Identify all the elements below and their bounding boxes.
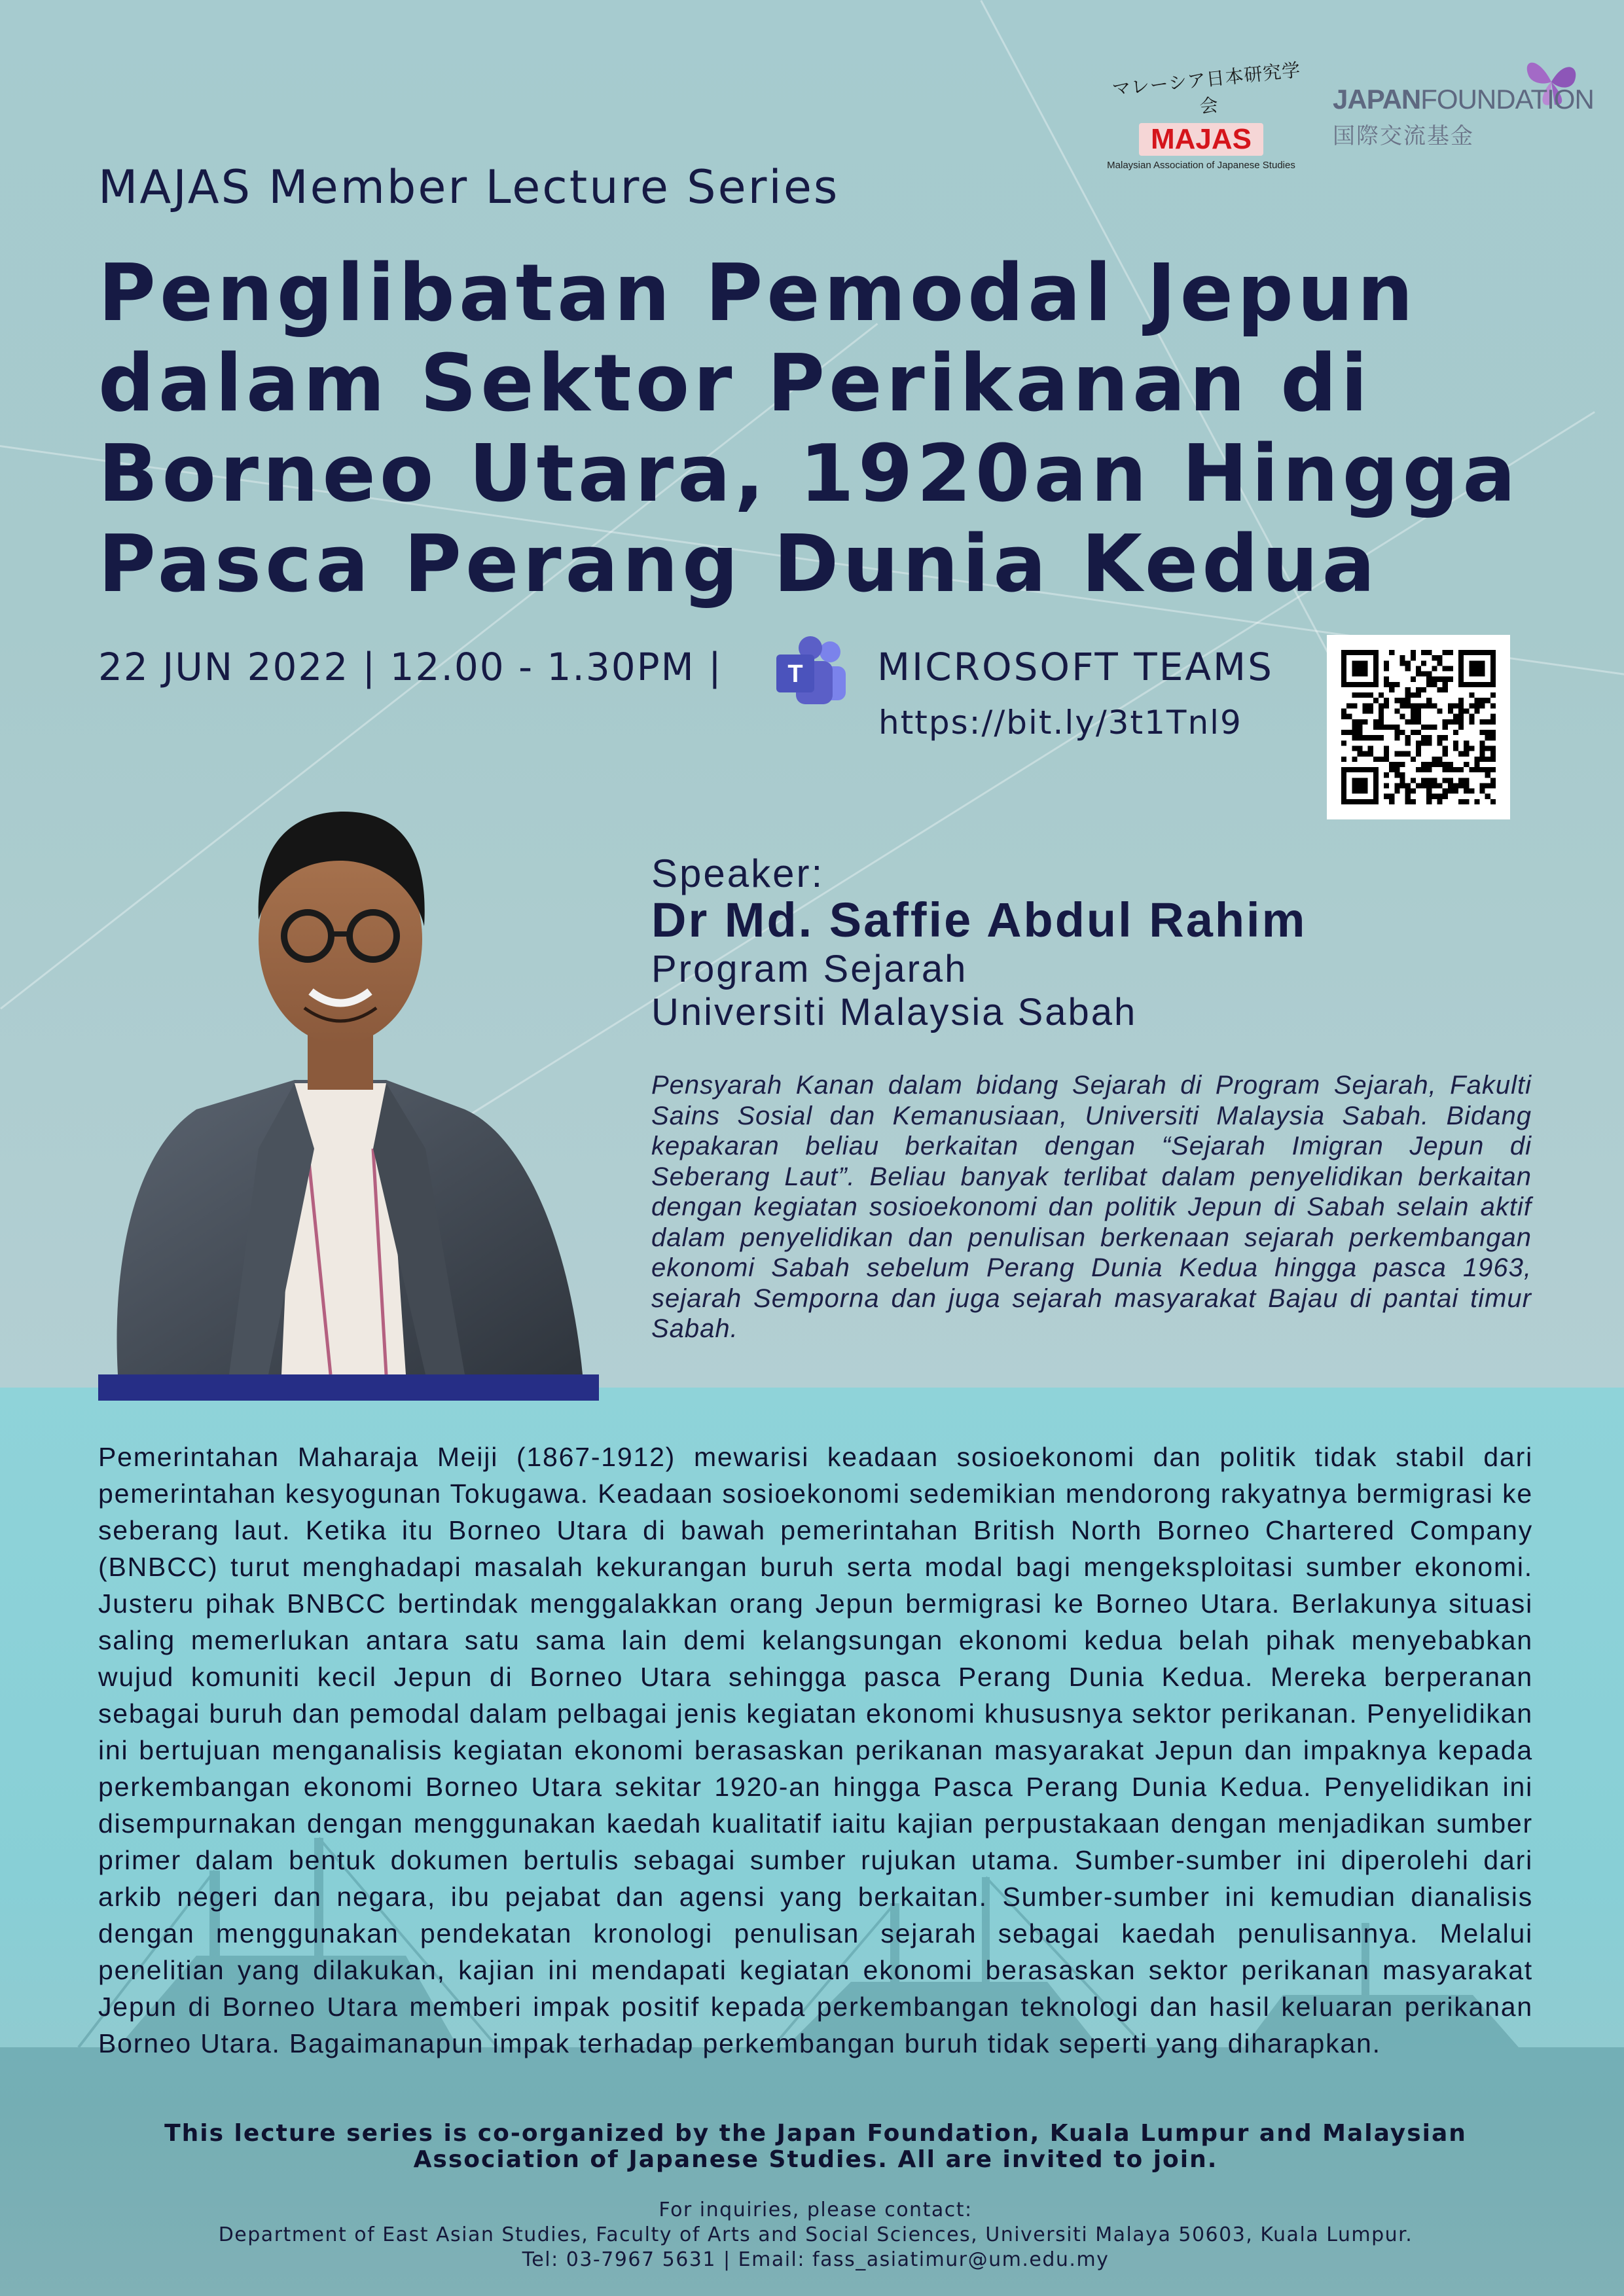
lecture-title-line: dalam Sektor Perikanan di bbox=[98, 338, 1372, 429]
lecture-abstract: Pemerintahan Maharaja Meiji (1867-1912) mewarisi keadaan sosioekonomi dan politik tidak stabil dari pemerintahan kesyogunan Tokugawa. Keadaan sosioekonomi sedemikian mendorong rakyatnya bermigrasi ke seberang laut. Ketika itu Borneo Utara di bawah pemerintahan British North Borneo Chartered Company (BNBCC) turut menghadapi masalah kekurangan buruh serta modal bagi mengeksploitasi sumber ekonomi. Justeru pihak BNBCC bertindak menggalakkan orang Jepun bermigrasi ke Borneo Utara. Berlakunya situasi saling memerlukan antara satu sama lain demi kelangsungan ekonomi kedua belah pihak menyebabkan wujud komuniti kecil Jepun di Borneo Utara sehingga pasca Perang Dunia Kedua. Mereka berperanan sebagai buruh dan pemodal dalam pelbagai jenis kegiatan ekonomi khususnya sektor perikanan. Penyelidikan ini bertujuan menganalisis kegiatan ekonomi berasaskan perikanan masyarakat Jepun dan impaknya kepada perkembangan ekonomi Borneo Utara sekitar 1920-an hingga Pasca Perang Dunia Kedua. Penyelidikan ini disempurnakan dengan menggunakan kaedah kualitatif iaitu kajian perpustakaan dengan menjadikan sumber primer dalam bentuk dokumen bertulis sebagai sumber rujukan utama. Sumber-sumber ini diperolehi dari arkib negeri dan negara, ibu pejabat dan agensi yang berkaitan. Sumber-sumber ini kemudian dianalisis dengan menggunakan pendekatan kronologi penulisan sejarah sebagai kaedah penulisannya. Melalui penelitian yang dilakukan, kajian ini mendapati kegiatan ekonomi berasaskan sektor perikanan masyarakat Jepun di Borneo Utara memberi impak positif kepada perkembangan teknologi dan hasil keluaran perikanan Borneo Utara. Bagaimanapun impak terhadap perkembangan buruh tidak seperti yang diharapkan. bbox=[98, 1442, 1533, 2058]
speaker-label: Speaker: bbox=[651, 852, 825, 895]
majas-logo bbox=[1093, 59, 1309, 171]
japan-foundation-logo bbox=[1329, 52, 1594, 151]
lecture-title-line: Pasca Perang Dunia Kedua bbox=[98, 519, 1379, 610]
contact-phone-email[interactable]: Tel: 03-7967 5631 | Email: fass_asiatimur@um.edu.my bbox=[522, 2248, 1110, 2271]
qr-finder-pattern bbox=[1458, 650, 1496, 687]
qr-finder-pattern bbox=[1341, 767, 1379, 804]
lecture-title-line: Borneo Utara, 1920an Hingga bbox=[98, 429, 1520, 520]
event-platform: MICROSOFT TEAMS bbox=[877, 645, 1274, 689]
majas-logo-acronym: MAJAS bbox=[1139, 123, 1263, 156]
contact-heading: For inquiries, please contact: bbox=[659, 2198, 973, 2221]
lecture-title-line: Penglibatan Pemodal Jepun bbox=[98, 248, 1417, 339]
majas-logo-japanese: マレーシア日本研究学会 bbox=[1111, 59, 1302, 118]
event-link[interactable]: https://bit.ly/3t1Tnl9 bbox=[878, 704, 1242, 742]
speaker-university: Universiti Malaysia Sabah bbox=[651, 991, 1138, 1033]
speaker-name: Dr Md. Saffie Abdul Rahim bbox=[651, 893, 1307, 947]
co-organizer-note: This lecture series is co-organized by the Japan Foundation, Kuala Lumpur and Malaysian Association of Japanese Studies. All are invited to join. bbox=[164, 2120, 1467, 2173]
contact-address: Department of East Asian Studies, Faculty of Arts and Social Sciences, Universiti Malaya 50603, Kuala Lumpur. bbox=[218, 2223, 1413, 2246]
contact-info bbox=[98, 2198, 1533, 2272]
svg-text:T: T bbox=[787, 660, 803, 688]
speaker-photo bbox=[98, 782, 599, 1374]
qr-finder-pattern bbox=[1341, 650, 1379, 687]
speaker-bio: Pensyarah Kanan dalam bidang Sejarah di Program Sejarah, Fakulti Sains Sosial dan Kemanusiaan, Universiti Malaysia Sabah. Bidang kepakaran beliau berkaitan dengan “Sejarah Imigran Jepun di Seberang Laut”. Beliau banyak terlibat dalam penyelidikan berkaitan dengan kegiatan sosioekonomi dan politik Jepun di Sabah selain aktif dalam penyelidikan dan penulisan berkenaan sejarah perkembangan ekonomi Sabah sebelum Perang Dunia Kedua hingga pasca 1963, sejarah Semporna dan juga sejarah masyarakat Bajau di pantai timur Sabah. bbox=[651, 1071, 1532, 1343]
series-heading: MAJAS Member Lecture Series bbox=[98, 160, 840, 214]
lecture-title bbox=[98, 249, 1538, 610]
speaker-affiliation bbox=[651, 948, 1137, 1034]
event-date-time: 22 JUN 2022 | 12.00 - 1.30PM | bbox=[98, 645, 723, 689]
majas-logo-fullname: Malaysian Association of Japanese Studies bbox=[1107, 160, 1295, 171]
photo-accent-bar bbox=[98, 1374, 599, 1401]
qr-code-pattern bbox=[1341, 649, 1496, 805]
speaker-program: Program Sejarah bbox=[651, 948, 968, 990]
japan-foundation-wordmark: JAPANFOUNDATION bbox=[1333, 84, 1594, 115]
microsoft-teams-icon bbox=[772, 635, 851, 707]
qr-code[interactable] bbox=[1327, 635, 1510, 819]
japan-foundation-japanese: 国際交流基金 bbox=[1333, 123, 1474, 149]
